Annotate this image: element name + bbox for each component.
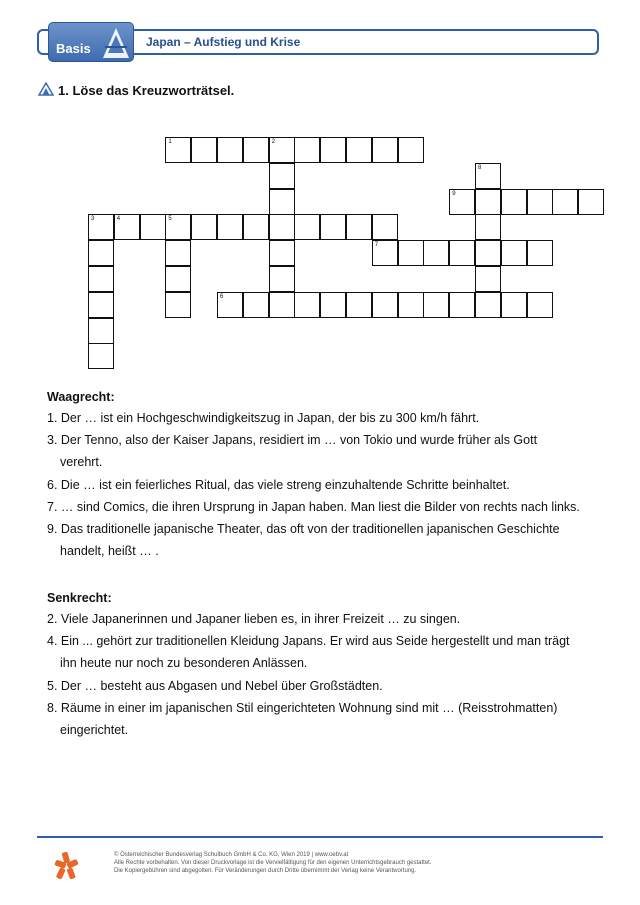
crossword-cell[interactable]	[320, 214, 346, 240]
crossword-clue-number: 9	[452, 190, 456, 197]
clue-senkrecht-2: 2. Viele Japanerinnen und Japaner lieben es, in ihrer Freizeit … zu singen.	[47, 612, 461, 626]
crossword-cell[interactable]	[372, 240, 398, 266]
crossword-cell[interactable]	[501, 189, 527, 215]
logo-label: Basis	[56, 41, 91, 56]
crossword-cell[interactable]	[88, 318, 114, 344]
crossword-cell[interactable]	[475, 214, 501, 240]
clue-waagrecht-9: 9. Das traditionelle japanische Theater, das oft von der traditionellen japanischen Geschichte handelt, heißt … .	[47, 522, 560, 558]
crossword-cell[interactable]	[527, 189, 553, 215]
clue-senkrecht-4: 4. Ein ... gehört zur traditionellen Kleidung Japans. Er wird aus Seide hergestellt und man trägt ihn heute nur noch zu besonderen Anlässen.	[47, 634, 570, 670]
crossword-cell[interactable]	[449, 292, 475, 318]
crossword-clue-number: 3	[91, 216, 95, 223]
crossword-cell[interactable]	[527, 292, 553, 318]
crossword-cell[interactable]	[140, 214, 166, 240]
crossword-cell[interactable]	[346, 137, 372, 163]
crossword-cell[interactable]	[294, 214, 320, 240]
crossword-cell[interactable]	[269, 163, 295, 189]
crossword-cell[interactable]	[269, 137, 295, 163]
crossword-cell[interactable]	[165, 292, 191, 318]
crossword-cell[interactable]	[165, 137, 191, 163]
crossword-cell[interactable]	[243, 214, 269, 240]
crossword-cell[interactable]	[398, 137, 424, 163]
waagrecht-heading: Waagrecht:	[47, 390, 115, 404]
footer-divider	[37, 836, 603, 838]
crossword-cell[interactable]	[165, 266, 191, 292]
crossword-cell[interactable]	[88, 266, 114, 292]
clue-senkrecht-8: 8. Räume in einer im japanischen Stil eingerichteten Wohnung sind mit … (Reisstrohmatten) eingerichtet.	[47, 701, 558, 737]
crossword-cell[interactable]	[191, 214, 217, 240]
crossword-cell[interactable]	[552, 189, 578, 215]
clue-waagrecht-6: 6. Die … ist ein feierliches Ritual, das viele streng einzuhaltende Schritte beinhaltet.	[47, 478, 510, 492]
senkrecht-heading: Senkrecht:	[47, 591, 112, 605]
crossword-clue-number: 1	[168, 139, 172, 145]
oebv-star-logo-icon	[53, 850, 79, 880]
crossword-clue-number: 2	[271, 139, 275, 145]
crossword-cell[interactable]	[269, 189, 295, 215]
crossword-cell[interactable]	[269, 266, 295, 292]
crossword-cell[interactable]	[165, 214, 191, 240]
crossword-cell[interactable]	[243, 137, 269, 163]
crossword-cell[interactable]	[398, 292, 424, 318]
crossword-cell[interactable]	[269, 292, 295, 318]
crossword-clue-number: 6	[220, 293, 224, 300]
crossword-cell[interactable]	[475, 292, 501, 318]
crossword-grid	[0, 0, 640, 400]
crossword-cell[interactable]	[217, 214, 243, 240]
crossword-cell[interactable]	[320, 292, 346, 318]
crossword-clue-number: 8	[478, 164, 482, 171]
footer-copyright: © Österreichischer Bundesverlag Schulbuch GmbH & Co. KG, Wien 2019 | www.oebv.at Alle Rechte vorbehalten. Von dieser Druckvorlage ist die Vervielfältigung für den eigenen Unterrichtsgebrauch gestattet. Die Kopiergebühren sind abgegolten. Für Veränderungen durch Dritte übernimmt der Verlag keine Verantwortung.	[114, 852, 432, 874]
crossword-cell[interactable]	[372, 292, 398, 318]
crossword-clue-number: 5	[168, 216, 172, 223]
crossword-cell[interactable]	[372, 137, 398, 163]
crossword-cell[interactable]	[191, 137, 217, 163]
crossword-cell[interactable]	[269, 240, 295, 266]
crossword-cell[interactable]	[423, 292, 449, 318]
crossword-cell[interactable]	[88, 343, 114, 369]
crossword-cell[interactable]	[320, 137, 346, 163]
crossword-cell[interactable]	[475, 240, 501, 266]
task-title: 1. Löse das Kreuzworträtsel.	[58, 83, 235, 98]
clue-waagrecht-3: 3. Der Tenno, also der Kaiser Japans, residiert im … von Tokio und wurde früher als Gott verehrt.	[47, 433, 538, 469]
crossword-cell[interactable]	[269, 214, 295, 240]
crossword-cell[interactable]	[372, 214, 398, 240]
clue-waagrecht-1: 1. Der … ist ein Hochgeschwindigkeitszug in Japan, der bis zu 300 km/h fährt.	[47, 411, 480, 425]
crossword-cell[interactable]	[294, 137, 320, 163]
crossword-clue-number: 7	[374, 242, 379, 249]
crossword-cell[interactable]	[217, 292, 243, 318]
crossword-cell[interactable]	[165, 240, 191, 266]
crossword-cell[interactable]	[423, 240, 449, 266]
clue-waagrecht-7: 7. … sind Comics, die ihren Ursprung in Japan haben. Man liest die Bilder von rechts nach links.	[47, 500, 580, 514]
crossword-cell[interactable]	[88, 214, 114, 240]
clue-senkrecht-5: 5. Der … besteht aus Abgasen und Nebel über Großstädten.	[47, 679, 383, 693]
crossword-cell[interactable]	[88, 240, 114, 266]
crossword-clue-number: 4	[116, 216, 121, 223]
crossword-cell[interactable]	[475, 163, 501, 189]
crossword-cell[interactable]	[475, 266, 501, 292]
crossword-cell[interactable]	[114, 214, 140, 240]
crossword-cell[interactable]	[346, 292, 372, 318]
crossword-cell[interactable]	[346, 214, 372, 240]
crossword-cell[interactable]	[475, 189, 501, 215]
crossword-cell[interactable]	[449, 240, 475, 266]
crossword-cell[interactable]	[88, 292, 114, 318]
page-title: Japan – Aufstieg und Krise	[146, 35, 301, 49]
crossword-cell[interactable]	[527, 240, 553, 266]
crossword-cell[interactable]	[449, 189, 475, 215]
crossword-cell[interactable]	[398, 240, 424, 266]
crossword-cell[interactable]	[578, 189, 604, 215]
crossword-cell[interactable]	[501, 292, 527, 318]
crossword-cell[interactable]	[501, 240, 527, 266]
crossword-cell[interactable]	[217, 137, 243, 163]
crossword-cell[interactable]	[243, 292, 269, 318]
crossword-cell[interactable]	[294, 292, 320, 318]
